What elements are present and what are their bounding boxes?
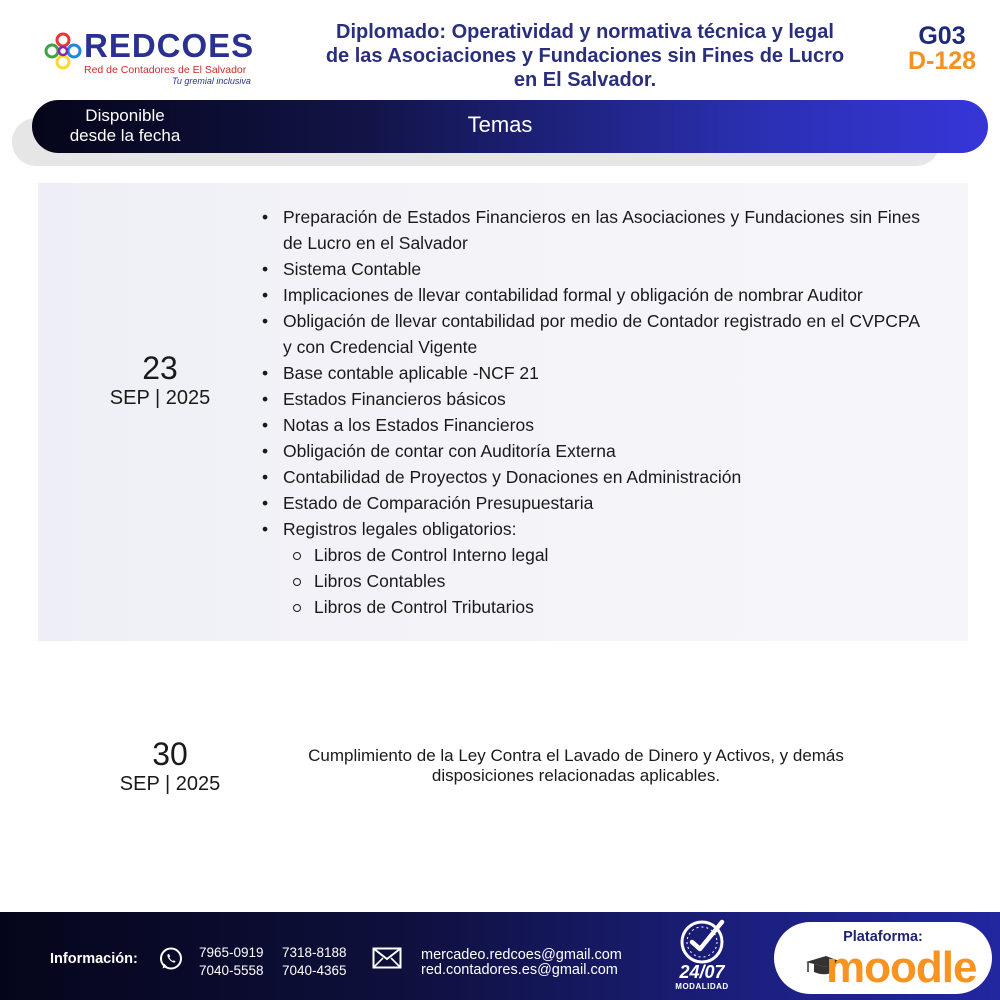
platform-name: moodle: [826, 943, 977, 992]
envelope-icon: [372, 947, 402, 969]
clock-check-icon: [666, 918, 738, 964]
logo-wordmark: REDCOES: [84, 27, 255, 64]
sub-list-item: Libros de Control Tributarios: [260, 594, 920, 620]
sub-list-item: Libros Contables: [260, 568, 920, 594]
subtopic-list: [260, 542, 920, 620]
list-item: • Contabilidad de Proyectos y Donaciones en Administración: [260, 464, 920, 490]
session-description: [262, 746, 890, 786]
topics-column-header: Temas: [467, 112, 533, 137]
email-link[interactable]: red.contadores.es@gmail.com: [421, 962, 618, 978]
badge-label: MODALIDAD: [675, 982, 729, 991]
session-date: [110, 736, 230, 796]
topic-list: [260, 204, 920, 542]
date-column-header: [50, 106, 200, 146]
list-item: • Preparación de Estados Financieros en las Asociaciones y Fundaciones sin Fines de Lucro en el Salvador: [260, 204, 920, 256]
platform-label: Plataforma:: [843, 929, 923, 945]
platform-card[interactable]: [774, 922, 992, 994]
group-code: G03: [918, 22, 966, 50]
session-day: 23: [142, 350, 178, 386]
list-item: • Base contable aplicable -NCF 21: [260, 360, 920, 386]
redcoes-logo: [44, 28, 259, 88]
logo-rings-icon: [44, 32, 82, 70]
list-item: • Implicaciones de llevar contabilidad formal y obligación de nombrar Auditor: [260, 282, 920, 308]
whatsapp-icon: [158, 946, 184, 972]
email-link[interactable]: mercadeo.redcoes@gmail.com: [421, 947, 622, 963]
logo-subtitle: Red de Contadores de El Salvador: [84, 64, 247, 76]
sub-list-item: Libros de Control Interno legal: [260, 542, 920, 568]
title-line: en El Salvador.: [513, 69, 657, 91]
phone-number[interactable]: 7040-5558: [199, 963, 264, 978]
session-day: 30: [152, 736, 188, 772]
course-code: D-128: [907, 47, 977, 75]
info-label: Información:: [50, 951, 138, 967]
session-month-year: SEP | 2025: [119, 773, 221, 795]
description-line: disposiciones relacionadas aplicables.: [431, 766, 721, 785]
moodle-logo: [804, 943, 977, 992]
session-month-year: SEP | 2025: [109, 387, 211, 409]
session-topics: [260, 204, 920, 620]
list-item: • Notas a los Estados Financieros: [260, 412, 920, 438]
logo-tagline: Tu gremial inclusiva: [172, 76, 251, 86]
title-line: de las Asociaciones y Fundaciones sin Fines de Lucro: [325, 45, 845, 67]
list-item: • Sistema Contable: [260, 256, 920, 282]
date-header-line: Disponible: [85, 106, 165, 125]
session-date: [100, 350, 220, 410]
list-item: • Obligación de llevar contabilidad por medio de Contador registrado en el CVPCPA y con Credencial Vigente: [260, 308, 920, 360]
title-line: Diplomado: Operatividad y normativa técnica y legal: [336, 21, 834, 43]
availability-badge: [666, 918, 738, 996]
phone-number[interactable]: 7040-4365: [282, 963, 347, 978]
list-item: • Estados Financieros básicos: [260, 386, 920, 412]
description-line: Cumplimiento de la Ley Contra el Lavado de Dinero y Activos, y demás: [308, 746, 844, 765]
list-item: • Registros legales obligatorios:: [260, 516, 920, 542]
phone-number[interactable]: 7318-8188: [282, 945, 347, 960]
list-item: • Estado de Comparación Presupuestaria: [260, 490, 920, 516]
list-item: • Obligación de contar con Auditoría Externa: [260, 438, 920, 464]
phone-number[interactable]: 7965-0919: [199, 945, 264, 960]
date-header-line: desde la fecha: [69, 126, 181, 145]
badge-hours: 24/07: [679, 962, 725, 982]
page-title: [290, 20, 880, 92]
